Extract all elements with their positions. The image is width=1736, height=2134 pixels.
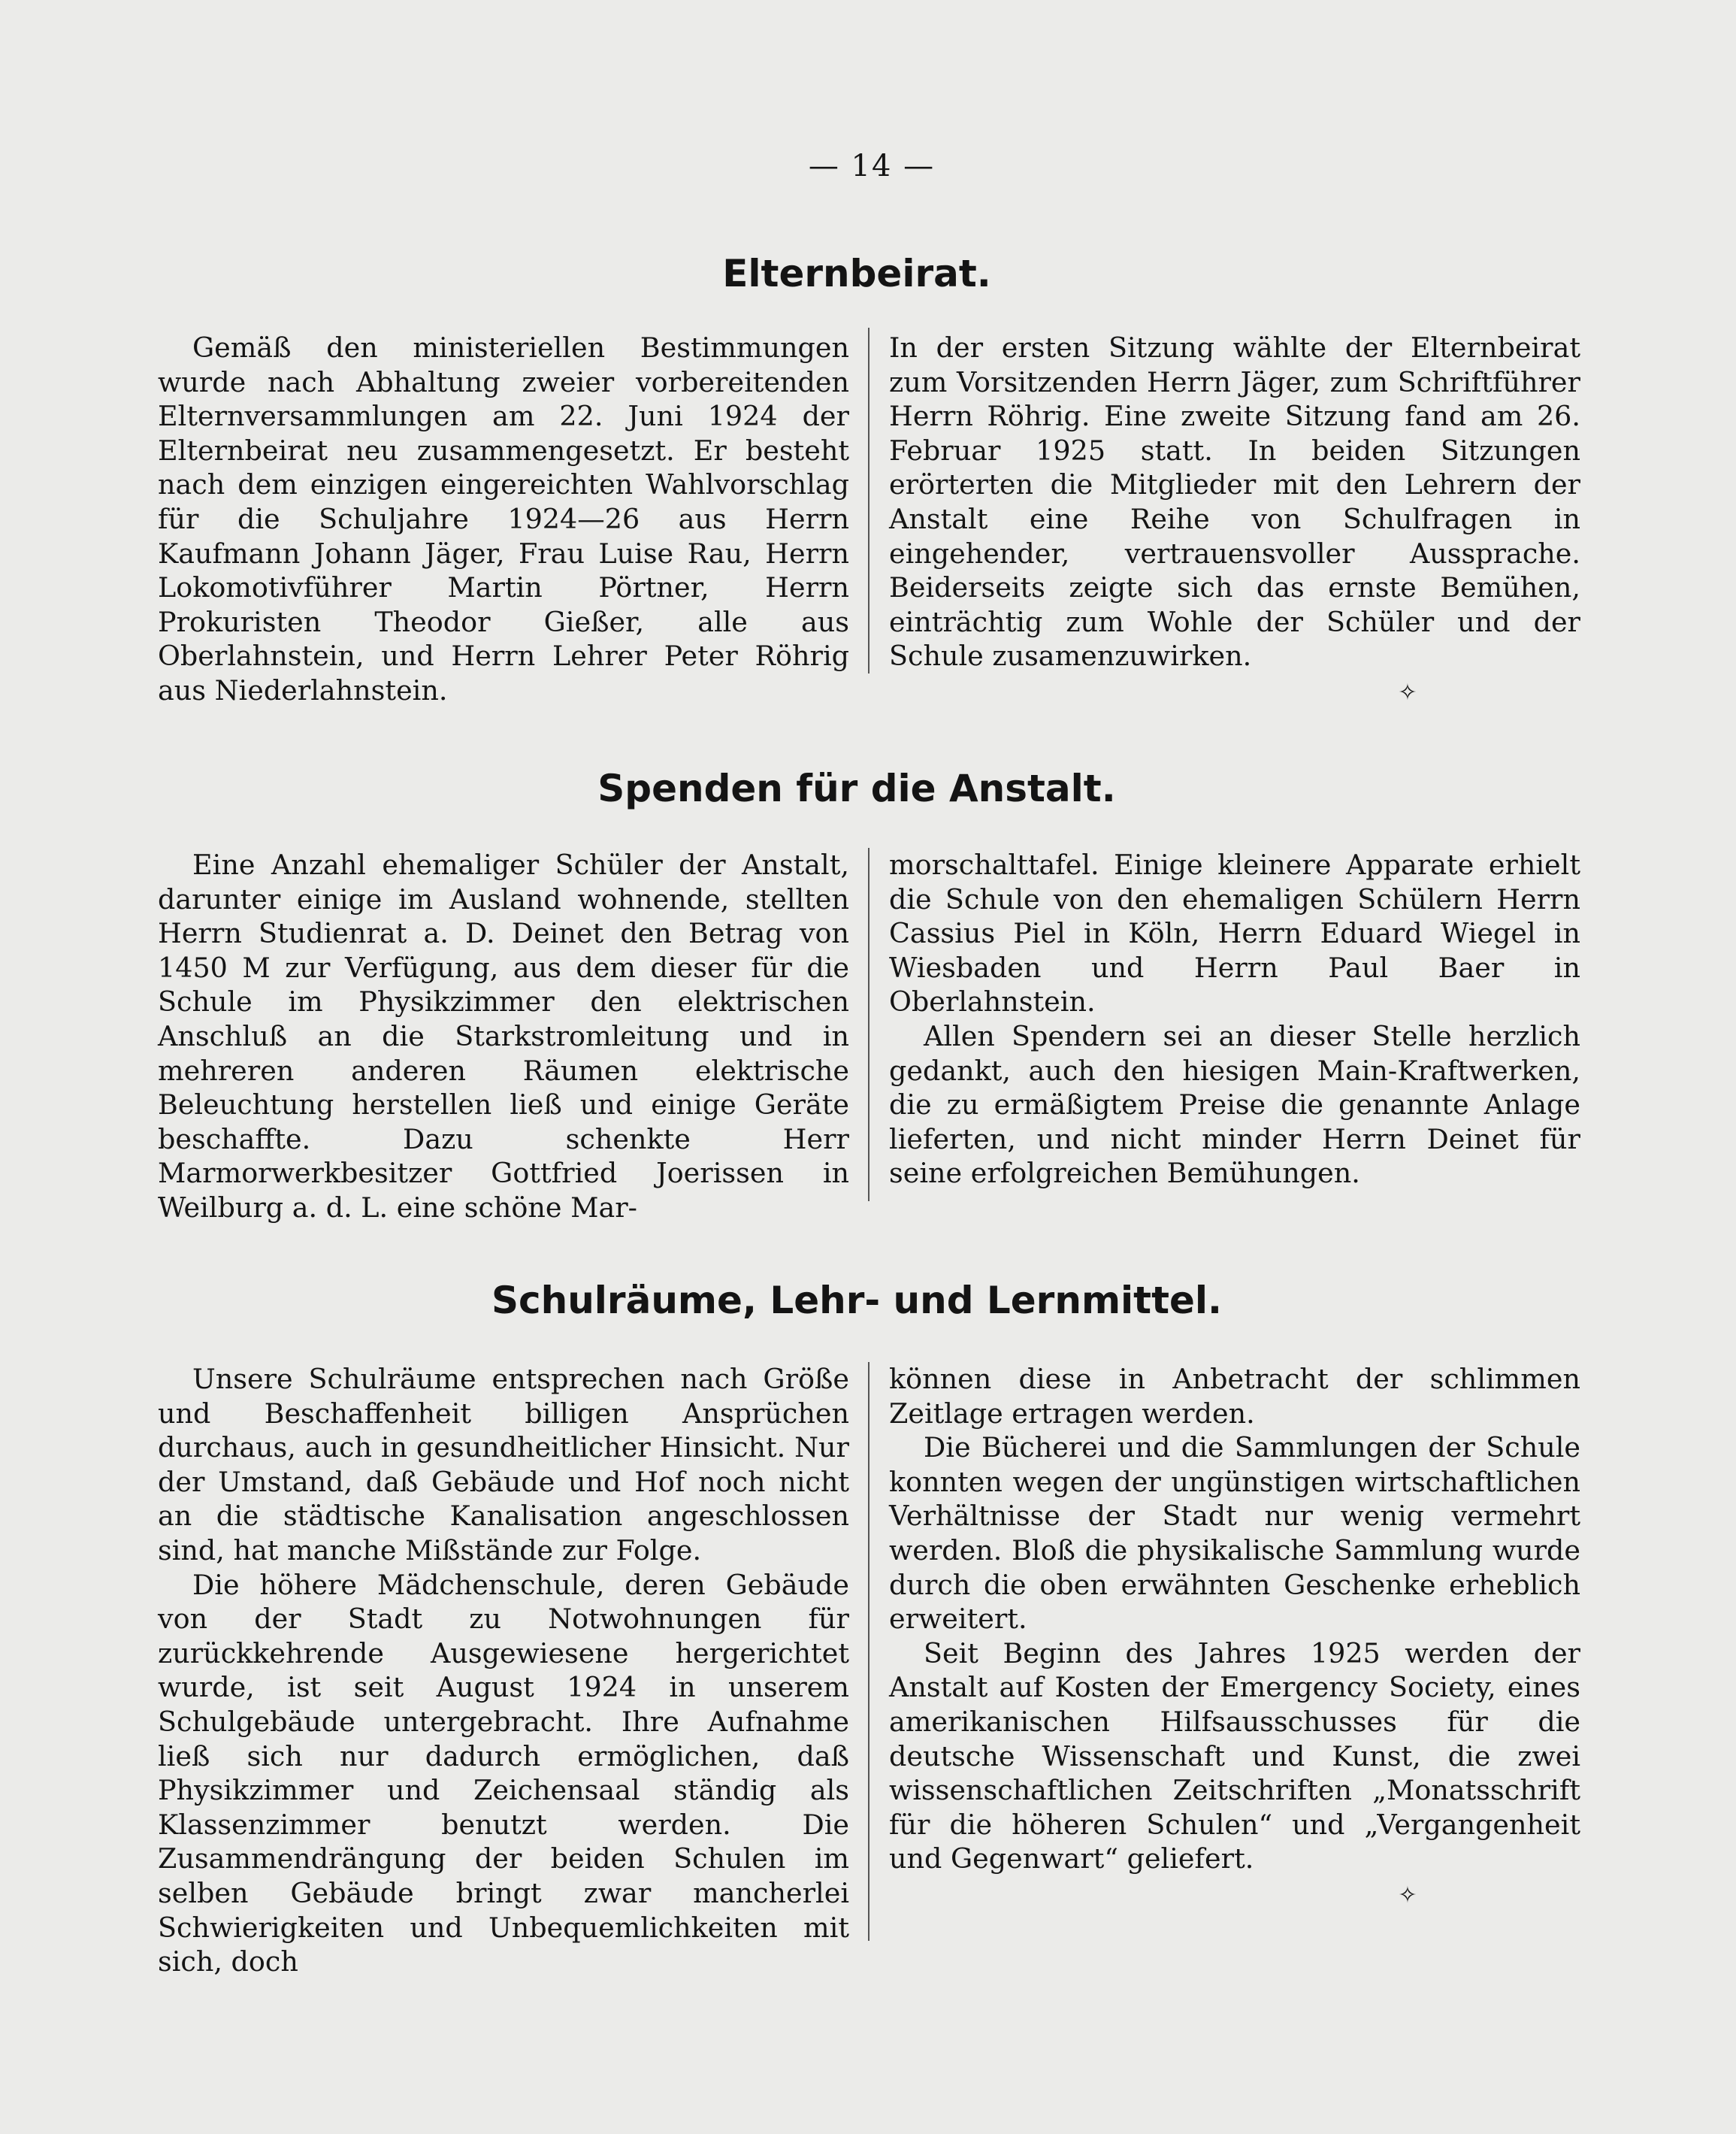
section-title-elternbeirat: Elternbeirat. — [722, 252, 991, 295]
column-divider — [868, 1362, 870, 1941]
schulraeume-left-column — [158, 1362, 849, 1979]
section-title-spenden: Spenden für die Anstalt. — [597, 767, 1116, 810]
paragraph: Seit Beginn des Jahres 1925 werden der Anstalt auf Kosten der Emergency Society, eines amerikanischen Hilfsausschusses für die deutsche Wissenschaft und Kunst, die zwei wissenschaftlichen Zeitschriften „Monatsschrift für die höheren Schulen“ und „Vergangenheit und Gegenwart“ geliefert. — [889, 1636, 1580, 1875]
paragraph: Allen Spendern sei an dieser Stelle herzlich gedankt, auch den hiesigen Main-Kraftwerken, die zu ermäßigtem Preise die genannte Anlage lieferten, und nicht minder Herrn Deinet für seine erfolgreichen Bemühungen. — [889, 1019, 1580, 1190]
paragraph: Gemäß den ministeriellen Bestimmungen wurde nach Abhaltung zweier vorbereitenden Elternversammlungen am 22. Juni 1924 der Elternbeirat neu zusammengesetzt. Er besteht nach dem einzigen eingereichten Wahlvorschlag für die Schuljahre 1924—26 aus Herrn Kaufmann Johann Jäger, Frau Luise Rau, Herrn Lokomotivführer Martin Pörtner, Herrn Prokuristen Theodor Gießer, alle aus Oberlahnstein, und Herrn Lehrer Peter Röhrig aus Niederlahnstein. — [158, 331, 849, 707]
column-divider — [868, 848, 870, 1201]
paragraph: Eine Anzahl ehemaliger Schüler der Anstalt, darunter einige im Ausland wohnende, stellten Herrn Studienrat a. D. Deinet den Betrag von 1450 M zur Verfügung, aus dem dieser für die Schule im Physikzimmer den elektrischen Anschluß an die Starkstromleitung und in mehreren anderen Räumen elektrische Beleuchtung herstellen ließ und einige Geräte beschaffte. Dazu schenkte Herr Marmorwerkbesitzer Gottfried Joerissen in Weilburg a. d. L. eine schöne Mar- — [158, 849, 849, 1224]
column-divider — [868, 328, 870, 673]
elternbeirat-right-column — [889, 331, 1580, 708]
page-number: — 14 — — [808, 149, 936, 183]
ornament-icon: ✧ — [1398, 1881, 1417, 1908]
paragraph: In der ersten Sitzung wählte der Elternbeirat zum Vorsitzenden Herrn Jäger, zum Schriftführer Herrn Röhrig. Eine zweite Sitzung fand am 26. Februar 1925 statt. In beiden Sitzungen erörterten die Mitglieder mit den Lehrern der Anstalt eine Reihe von Schulfragen in eingehender, vertrauensvoller Aussprache. Beiderseits zeigte sich das ernste Bemühen, einträchtig zum Wohle der Schüler und der Schule zusamenzuwirken. — [889, 331, 1580, 673]
ornament-icon: ✧ — [1398, 679, 1417, 706]
section-title-schulraeume: Schulräume, Lehr- und Lernmittel. — [491, 1279, 1223, 1322]
paragraph: können diese in Anbetracht der schlimmen Zeitlage ertragen werden. — [889, 1363, 1580, 1430]
paragraph: Die Bücherei und die Sammlungen der Schule konnten wegen der ungünstigen wirtschaftlichen Verhältnisse der Stadt nur wenig vermehrt werden. Bloß die physikalische Sammlung wurde durch die oben erwähnten Geschenke erheblich erweitert. — [889, 1431, 1580, 1636]
paragraph: Unsere Schulräume entsprechen nach Größe und Beschaffenheit billigen Ansprüchen durchaus, auch in gesundheitlicher Hinsicht. Nur der Umstand, daß Gebäude und Hof noch nicht an die städtische Kanalisation angeschlossen sind, hat manche Mißstände zur Folge. — [158, 1363, 849, 1566]
paragraph: morschalttafel. Einige kleinere Apparate erhielt die Schule von den ehemaligen Schülern Herrn Cassius Piel in Köln, Herrn Eduard Wiegel in Wiesbaden und Herrn Paul Baer in Oberlahnstein. — [889, 849, 1580, 1019]
spenden-right-column — [889, 848, 1580, 1191]
paragraph: Die höhere Mädchenschule, deren Gebäude von der Stadt zu Notwohnungen für zurückkehrende Ausgewiesene hergerichtet wurde, ist seit August 1924 in unserem Schulgebäude untergebracht. Ihre Aufnahme ließ sich nur dadurch ermöglichen, daß Physikzimmer und Zeichensaal ständig als Klassenzimmer benutzt werden. Die Zusammendrängung der beiden Schulen im selben Gebäude bringt zwar mancherlei Schwierigkeiten und Unbequemlichkeiten mit sich, doch — [158, 1568, 849, 1978]
spenden-left-column — [158, 848, 849, 1225]
elternbeirat-left-column — [158, 331, 849, 708]
schulraeume-right-column — [889, 1362, 1580, 1911]
